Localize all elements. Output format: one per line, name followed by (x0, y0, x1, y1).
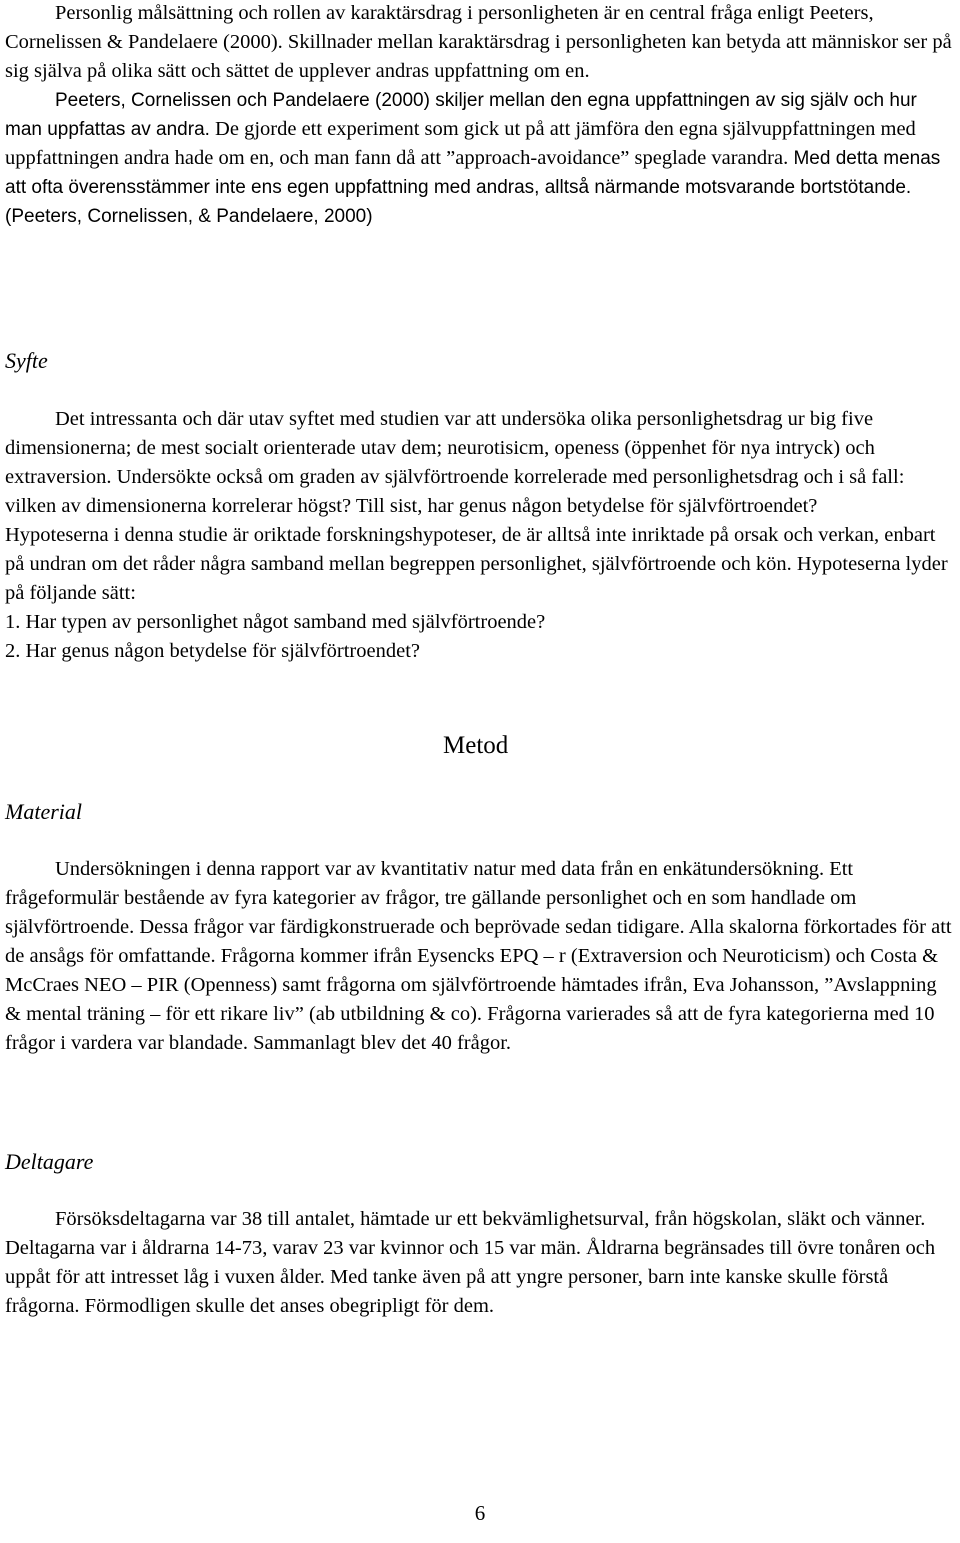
metod-heading: Metod (443, 732, 509, 759)
material-section (5, 855, 957, 1058)
material-paragraph: Undersökningen i denna rapport var av kvantitativ natur med data från en enkätundersökning. Ett frågeformulär bestående av fyra kategorier av frågor, tre gällande personlighet och en som handlade om självförtroende. Dessa frågor var färdigkonstruerade och beprövade sedan tidigare. Alla skalorna förkortades för att de ansågs för omfattande. Frågorna kommer ifrån Eysencks EPQ – r (Extraversion och Neuroticism) och Costa & McCraes NEO – PIR (Openness) samt frågorna om självförtroende hämtades ifrån, Eva Johansson, ”Avslappning & mental träning – för ett rikare liv” (ab utbildning & co). Frågorna varierades så att de fyra kategorierna med 10 frågor i vardera var blandade. Sammanlagt blev det 40 frågor. (5, 858, 952, 1054)
deltagare-section (5, 1205, 957, 1321)
syfte-section (5, 405, 957, 666)
intro-paragraph-2 (5, 86, 957, 202)
syfte-paragraph-2: Hypoteserna i denna studie är oriktade forskningshypoteser, de är alltså inte inriktade på orsak och verkan, enbart på undran om det råder några samband mellan begreppen personlighet, självförtroende och kön. Hypoteserna lyder på följande sätt: (5, 524, 948, 604)
intro-citation: (Peeters, Cornelissen, & Pandelaere, 2000) (5, 206, 373, 227)
material-heading: Material (5, 799, 82, 824)
intro-paragraph-2-serif: De gjorde ett experiment som gick ut på att jämföra den egna självuppfattningen med uppfattningen andra hade om en, och man fann då att ”approach-avoidance” speglade varandra. (5, 118, 916, 169)
deltagare-heading: Deltagare (5, 1149, 94, 1174)
hypothesis-1: 1. Har typen av personlighet något samband med självförtroende? (5, 611, 546, 633)
syfte-paragraph-1: Det intressanta och där utav syftet med studien var att undersöka olika personlighetsdrag ur big five dimensionerna; de mest socialt orienterade utav dem; neurotisicm, openess (öppenhet för nya intryck) och extraversion. Undersökte också om graden av självförtroende korrelerade med personlighetsdrag och i så fall: vilken av dimensionerna korrelerar högst? Till sist, har genus någon betydelse för självförtroendet? (5, 408, 905, 517)
intro-paragraph-1: Personlig målsättning och rollen av karaktärsdrag i personligheten är en central fråga enligt Peeters, Cornelissen & Pandelaere (2000). Skillnader mellan karaktärsdrag i personligheten kan betyda att människor ser på sig själva på olika sätt och sättet de upplever andras uppfattning om en. (5, 2, 952, 82)
hypothesis-2: 2. Har genus någon betydelse för självförtroendet? (5, 640, 420, 662)
syfte-heading: Syfte (5, 348, 48, 373)
intro-paragraph-2-sans-b: Med detta menas att ofta överensstämmer inte ens egen uppfattning med andras, alltså närmande motsvarande bortstötande. (5, 148, 941, 198)
deltagare-paragraph: Försöksdeltagarna var 38 till antalet, hämtade ur ett bekvämlighetsurval, från högskolan, släkt och vänner. Deltagarna var i åldrarna 14-73, varav 23 var kvinnor och 15 var män. Åldrarna begränsades till övre tonåren och uppåt för att intresset låg i vuxen ålder. Med tanke även på att yngre personer, barn inte kanske skulle förstå frågorna. Förmodligen skulle det anses obegripligt för dem. (5, 1208, 936, 1317)
intro-paragraph-2-sans: Peeters, Cornelissen och Pandelaere (2000) skiljer mellan den egna uppfattningen av sig själv och hur man uppfattas av andra. (5, 90, 917, 140)
page-number: 6 (474, 1501, 486, 1525)
intro-section (5, 0, 957, 231)
